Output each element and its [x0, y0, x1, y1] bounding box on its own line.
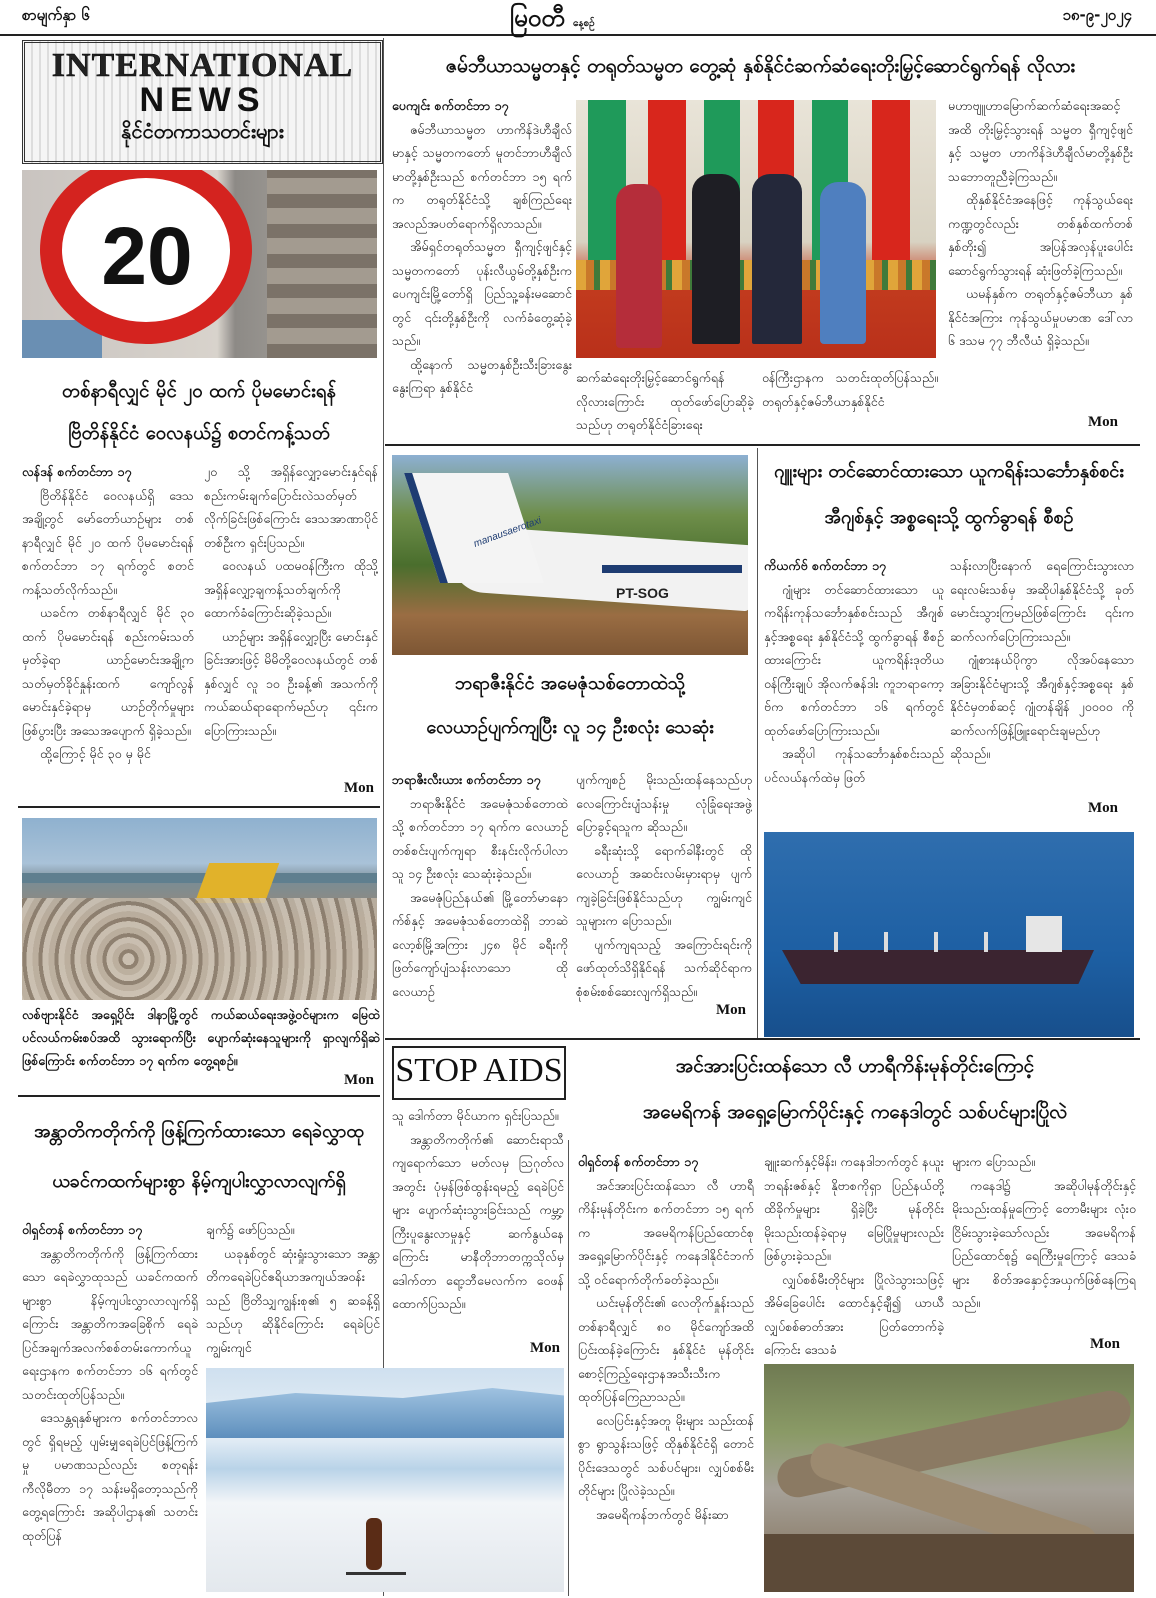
article3-para: ပျက်ကျရသည့် အကြောင်းရင်းကို ဖော်ထုတ်သိရှိနိုင်ရန် သက်ဆိုင်ရာက စုံစမ်းစစ်ဆေးလျက်ရှိသည်။ [576, 936, 752, 999]
plane-tail-logo: manausaerotaxi [472, 515, 543, 550]
page-date: ၁၈-၉-၂၀၂၄ [1062, 6, 1132, 24]
article2-para: ထို့ကြောင့် မိုင် ၃၀ မှ မိုင် [40, 746, 151, 761]
article5-col2 [206, 1218, 380, 1368]
masthead-title: မြဝတီ [510, 3, 565, 32]
article1-under-photo-b [762, 366, 938, 438]
article1-para: ထိုနှစ်နိုင်ငံအနေဖြင့် ကုန်သွယ်ရေးကဏ္ဍတွင်လည်း တစ်နှစ်ထက်တစ်နှစ်တိုး၍ အပြန်အလှန်ပူးပေါင်းဆောင်ရွက်သွားရန် ဆုံးဖြတ်ခဲ့ကြသည်။ [948, 192, 1133, 278]
article3-headline-1: ဘရာဇီးနိုင်ငံ အမေဇုံသစ်တောထဲသို့ [454, 673, 686, 694]
page-number: စာမျက်နှာ ၆ [22, 6, 90, 24]
ship-crane [834, 932, 838, 952]
article2-col1 [22, 460, 194, 782]
article5-para: အန္တာတိကတိုက်၏ ဆောင်းရာသီကျရောက်သော မတ်လမှ ဩဂုတ်လအတွင်း ပုံမှန်ဖြစ်ထွန်းရမည့် ရေခဲပြင်များ ပျောက်ဆုံးသွားခြင်းသည် ကမ္ဘာ့ကြီးပူနွေးလာမှုနှင့် ဆက်နွယ်နေကြောင်း မာနီတိုဘာတက္ကသိုလ်မှ ဒေါက်တာ ရော့ဘီမေလက်က ဝေဖန်ထောက်ပြသည်။ [392, 1131, 564, 1311]
article2-para: ဝေလနယ် ပထမဝန်ကြီးက ထိုသို့ အရှိန်လျှော့ချကန့်သတ်ချက်ကို ထောက်ခံကြောင်းဆိုခဲ့သည်။ [204, 558, 378, 620]
article2-para: ယခင်က တစ်နာရီလျှင် မိုင် ၃၀ ထက် ပိုမမောင်းရန် စည်းကမ်းသတ်မှတ်ခဲ့ရာ ယာဉ်မောင်းအချို့က သတ်မှတ်ခိုင်နှုန်းထက် ကျော်လွန်မောင်းနှင်ခဲ့ရာမှ ယာဉ်တိုက်မှုများ ဖြစ်ပွားပြီး အသေအပျောက် ရှိခဲ့သည်။ [22, 605, 194, 738]
article4-para: ဂျုံများ တင်ဆောင်ထားသော ယူကရိန်းကုန်သင်္ဘောနှစ်စင်းသည် အီဂျစ်နှင့်အစ္စရေး နှစ်နိုင်ငံသို့ ထွက်ခွာရန် စီစဉ်ထားကြောင်း ယူကရိန်းဒုတိယဝန်ကြီးချုပ် အိုလက်ဇန်ဒါး ကူဘရာကော့ဗ်က စက်တင်ဘာ ၁၆ ရက်တွင် ထုတ်ဖော်ပြောကြားသည်။ [764, 581, 944, 738]
divider [385, 1038, 1140, 1040]
zambia-china-meeting-photo [576, 100, 936, 358]
speed-sign-photo [22, 170, 377, 358]
divider [385, 444, 1140, 446]
sea-line [22, 873, 377, 883]
article6-col2 [764, 1150, 944, 1356]
article6-para: အမေရိကန်ဘက်တွင် မိန်းဆာ [596, 1506, 729, 1522]
article3-headline-2: လေယာဉ်ပျက်ကျပြီး လူ ၁၄ ဦးစလုံး သေဆုံး [426, 717, 714, 738]
divider [18, 1095, 380, 1097]
speed-sign-number: 20 [101, 211, 193, 302]
article4-headline-2: အီဂျစ်နှင့် အစ္စရေးသို့ ထွက်ခွာရန် စီစဉ် [824, 507, 1074, 528]
article6-col1 [578, 1150, 754, 1596]
article1-para: ဆက်ဆံရေးတိုးမြှင့်ဆောင်ရွက်ရန် လိုလားကြောင်း ထုတ်ဖော်ပြောဆိုခဲ့သည်ဟု တရုတ်နိုင်ငံခြားရေး [576, 370, 754, 432]
article1-under-photo-a [576, 366, 754, 438]
article6-byline: Mon [1090, 1336, 1120, 1352]
ship-hull [782, 950, 1094, 984]
article5-headline-1: အန္တာတိကတိုက်ကို ဖြန့်ကြက်ထားသော ရေခဲလွှာထု [34, 1121, 364, 1142]
article5-col1 [22, 1218, 198, 1594]
article5-para: ဒေသန္တရနှစ်များက စက်တင်ဘာလတွင် ရှိရမည့် ပျမ်းမျှရေခဲပြင်ဖြန့်ကြက်မှု ပမာဏသည်လည်း စတုရန်းကီလိုမီတာ ၁၇ သန်းမရှိတော့သည်ကို တွေ့ရကြောင်း အဆိုပါဌာန၏ သတင်းထုတ်ပြန် [22, 1410, 198, 1543]
ground [764, 1534, 1134, 1592]
article2-para: ယာဉ်များ အရှိန်လျှော့ပြီး မောင်းနှင်ခြင်းအားဖြင့် မိမိတို့ဝေလနယ်တွင် တစ်နှစ်လျှင် လူ ၁၀ ဦးခန့်၏ အသက်ကို ကယ်ဆယ်ရာရောက်မည်ဟု ၎င်းက ပြောကြားသည်။ [204, 628, 378, 738]
article2-para: ၂၀ သို့ အရှိန်လျှော့မောင်းနှင်ရန် စည်းကမ်းချက်ပြောင်းလဲသတ်မှတ်လိုက်ခြင်းဖြစ်ကြောင်း ဒေသအာဏာပိုင်တစ်ဦးက ရှင်းပြသည်။ [204, 464, 378, 550]
ship-crane [984, 932, 988, 952]
article3-col2 [576, 768, 752, 1024]
article1-byline: Mon [1088, 414, 1118, 430]
banner-line-news: NEWS [139, 81, 266, 119]
page-header [0, 0, 1156, 36]
article3-para: ခရီးဆုံးသို့ ရောက်ခါနီးတွင် ထိုလေယာဉ် အဆင်းလမ်းမှားရာမှ ပျက်ကျခဲ့ခြင်းဖြစ်နိုင်သည်ဟု ကျွမ်းကျင်သူများက ပြောသည်။ [576, 842, 752, 928]
article5-dateline: ဝါရှင်တန် စက်တင်ဘာ ၁၇ [22, 1222, 143, 1237]
skis [346, 1572, 406, 1575]
excavator [195, 863, 280, 903]
building-facade [267, 170, 377, 358]
article6-para: များက ပြောသည်။ [952, 1154, 1035, 1169]
article2-dateline: လန်ဒန် စက်တင်ဘာ ၁၇ [22, 464, 132, 479]
debris [22, 898, 377, 1000]
article6-para: လေပြင်းနှင့်အတူ မိုးများ သည်းထန်စွာ ရွာသွန်းသဖြင့် ထိုနှစ်နိုင်ငံရှိ တောင်ပိုင်းဒေသတွင် သစ်ပင်များ၊ လျှပ်စစ်မီးတိုင်များ ပြိုလဲခဲ့သည်။ [578, 1412, 754, 1498]
article2-para: ဗြိတိန်နိုင်ငံ ဝေလနယ်ရှိ ဒေသအချို့တွင် မော်တော်ယာဉ်များ တစ်နာရီလျှင် မိုင် ၂၀ ထက် ပိုမမောင်းရန် စက်တင်ဘာ ၁၇ ရက်တွင် စတင်ကန့်သတ်လိုက်သည်။ [22, 487, 194, 597]
article2-byline: Mon [344, 780, 374, 796]
ice-shelf [206, 1388, 564, 1438]
article6-para: ချူးဆက်နှင့်မိန်း၊ ကနေဒါဘက်တွင် နယူးဘရန်းဇစ်နှင့် နိုဗာစကိုရှာ ပြည်နယ်တို့ ထိခိုက်မှုများ ရှိခဲ့ပြီး မုန်တိုင်းမိုးသည်းထန်ခဲ့ရာမှ မြေပြိုမှုများလည်း ဖြစ်ပွားခဲ့သည်။ [764, 1154, 944, 1263]
ship-crane [884, 932, 888, 952]
person-1 [616, 184, 662, 348]
article5-para: အန္တာတိကတိုက်ကို ဖြန့်ကြက်ထားသော ရေခဲလွှာထုသည် ယခင်ကထက် များစွာ နိမ့်ကျပါးလွှာလာလျက်ရှိကြောင်း အန္တာတိကအခြေစိုက် ရေခဲပြင်အချက်အလက်စစ်တမ်းကောက်ယူရေးဌာနက စက်တင်ဘာ ၁၆ ရက်တွင် သတင်းထုတ်ပြန်သည်။ [22, 1245, 198, 1402]
article4-col2 [950, 554, 1134, 820]
article2-headline-1: တစ်နာရီလျှင် မိုင် ၂၀ ထက် ပိုမမောင်းရန် [61, 381, 337, 402]
person-on-ice [366, 1518, 382, 1570]
banner-line-international: INTERNATIONAL [51, 47, 354, 84]
article2-headline-2: ဗြိတိန်နိုင်ငံ ဝေလနယ်၌ စတင်ကန့်သတ် [67, 423, 331, 444]
person-2 [692, 174, 740, 344]
column-rule [568, 1140, 569, 1596]
international-news-banner [22, 40, 383, 164]
article6-headline-1: အင်အားပြင်းထန်သော လီ ဟာရီကိန်းမုန်တိုင်းကြောင့် [675, 1055, 1035, 1077]
plane-stripe [602, 565, 742, 573]
article6-dateline: ဝါရှင်တန် စက်တင်ဘာ ၁၇ [578, 1154, 699, 1169]
person-3 [752, 174, 802, 344]
article3-byline: Mon [716, 1002, 746, 1018]
article5-col3 [392, 1104, 564, 1366]
column-rule [383, 38, 384, 1596]
article3-col1 [392, 768, 568, 1024]
ship-crane [934, 932, 938, 952]
article5-para: ချက်၌ ဖော်ပြသည်။ [206, 1222, 295, 1237]
plane-crash-photo [392, 455, 748, 655]
article4-byline: Mon [1088, 800, 1118, 816]
article3-dateline: ဘရာဇီးလီးယား စက်တင်ဘာ ၁၇ [392, 772, 541, 787]
article1-para: ဇမ်ဘီယာသမ္မတ ဟာကိန်ဒဲဟီချီလ်မာနှင့် သမ္မတကတော် မူတင်ဘာဟီချီလ်မာတို့နှစ်ဦးသည် စက်တင်ဘာ ၁၅ ရက်က တရုတ်နိုင်ငံသို့ ချစ်ကြည်ရေးအလည်အပတ်ရောက်ရှိလာသည်။ [392, 121, 572, 231]
article5-para: သူ ဒေါက်တာ မိုင်ယာက ရှင်းပြသည်။ [392, 1108, 559, 1123]
ship-bridge [1026, 916, 1062, 952]
stop-aids-box: STOP AIDS [392, 1046, 566, 1100]
libya-caption: လစ်ဗျားနိုင်ငံ အရှေ့ပိုင်း ဒါနာမြို့တွင် ကယ်ဆယ်ရေးအဖွဲ့ဝင်များက မြေထဲပင်လယ်ကမ်းစပ်အထိ သွားရောက်ပြီး ပျောက်ဆုံးနေသူများကို ရှာလျက်ရှိဆဲဖြစ်ကြောင်း စက်တင်ဘာ ၁၇ ရက်က တွေ့ရစဉ်။ [22, 1007, 380, 1068]
article1-para: ဝန်ကြီးဌာနက သတင်းထုတ်ပြန်သည်။ တရုတ်နှင့်ဇမ်ဘီယာနှစ်နိုင်ငံ [762, 370, 938, 409]
article6-headline-2: အမေရိကန် အရှေ့မြောက်ပိုင်းနှင့် ကနေဒါတွင် သစ်ပင်များပြိုလဲ [642, 1101, 1068, 1123]
article1-para: အိမ်ရှင်တရုတ်သမ္မတ ရှီကျင့်ဖျင်နှင့် သမ္မတကတော် ပုန်းလီယွမ်တို့နှစ်ဦးက ပေကျင်းမြို့တော်ရှိ ပြည်သူ့ခန်းမဆောင်တွင် ၎င်းတို့နှစ်ဦးကို လက်ခံတွေ့ဆုံခဲ့သည်။ [392, 239, 572, 348]
cargo-ship-photo [764, 832, 1134, 1037]
article1-col1 [392, 94, 572, 434]
article6-col3 [952, 1150, 1136, 1356]
article5-byline: Mon [530, 1340, 560, 1356]
article6-para: ယင်းမုန်တိုင်း၏ လေတိုက်နှုန်းသည် တစ်နာရီလျှင် ၈၀ မိုင်ကျော်အထိ ပြင်းထန်ခဲ့ကြောင်း နှစ်နိုင်ငံ မုန်တိုင်းစောင့်ကြည့်ရေးဌာနအသီးသီးက ထုတ်ပြန်ကြေညာသည်။ [578, 1295, 754, 1404]
article1-para: ယမန်နှစ်က တရုတ်နှင့်ဇမ်ဘီယာ နှစ်နိုင်ငံအကြား ကုန်သွယ်မှုပမာဏ ဒေါ်လာ ၆ ဒသမ ၇၇ ဘီလီယံ ရှိခဲ့သည်။ [948, 286, 1133, 348]
article4-headline-1: ဂျူးများ တင်ဆောင်ထားသော ယူကရိန်းသင်္ဘောနှစ်စင်း [774, 461, 1124, 482]
flag-china [872, 100, 910, 275]
article3-para: ဘရာဇီးနိုင်ငံ အမေဇုံသစ်တောထဲသို့ စက်တင်ဘာ ၁၇ ရက်က လေယာဉ်တစ်စင်းပျက်ကျရာ စီးနင်းလိုက်ပါလာသူ ၁၄ ဦးစလုံး သေဆုံးခဲ့သည်။ [392, 795, 568, 881]
article1-headline: ဇမ်ဘီယာသမ္မတနှင့် တရုတ်သမ္မတ တွေ့ဆုံ နှစ်နိုင်ငံဆက်ဆံရေးတိုးမြှင့်ဆောင်ရွက်ရန် လိုလား [445, 55, 1076, 77]
article4-para: အဆိုပါ ကုန်သင်္ဘောနှစ်စင်းသည် ပင်လယ်နက်ထဲမှ ဖြတ် [764, 746, 944, 785]
article3-para: ပျက်ကျစဉ် မိုးသည်းထန်နေသည်ဟု လေကြောင်းပျံသန်းမှု လုံခြုံရေးအဖွဲ့ ပြောခွင့်ရသူက ဆိုသည်။ [576, 772, 752, 834]
article4-para: ဂျုံစားနယ်ပိုကွာ လိုအပ်နေသော အခြားနိုင်ငံများသို့ အီဂျစ်နှင့်အစ္စရေး နှစ်နိုင်ငံမှတစ်ဆင့် ဂျုံတန်ချိန် ၂၀၀၀၀ ကို ဆက်လက်ဖြန့်ဖြူးရောင်းချမည်ဟု ဆိုသည်။ [950, 652, 1134, 761]
article2-col2 [204, 460, 378, 782]
libya-byline: Mon [344, 1072, 374, 1088]
plane-registration: PT-SOG [616, 585, 669, 601]
masthead [510, 2, 595, 38]
article6-para: အင်အားပြင်းထန်သော လီ ဟာရီကိန်းမုန်တိုင်းက စက်တင်ဘာ ၁၅ ရက်က အမေရိကန်ပြည်ထောင်စု အရှေ့မြောက်ပိုင်းနှင့် ကနေဒါနိုင်ငံဘက်သို့ ဝင်ရောက်တိုက်ခတ်ခဲ့သည်။ [578, 1177, 754, 1287]
masthead-sub: နေ့စဉ် [572, 18, 595, 29]
article5-headline-2: ယခင်ကထက်များစွာ နိမ့်ကျပါးလွှာလာလျက်ရှိ [52, 1171, 346, 1192]
antarctic-ice-photo [206, 1368, 564, 1592]
article4-col1 [764, 554, 944, 820]
column-rule [757, 448, 758, 1038]
article4-para: သန်းလာပြီးနောက် ရေကြောင်းသွားလာရေးလမ်းသစ်မှ အဆိုပါနှစ်နိုင်ငံသို့ ခုတ်မောင်းသွားကြမည်ဖြစ်ကြောင်း ၎င်းက ဆက်လက်ပြောကြားသည်။ [950, 558, 1134, 644]
article6-para: လျှပ်စစ်မီးတိုင်များ ပြိုလဲသွားသဖြင့် အိမ်ခြေပေါင်း ထောင်နှင့်ချီ၍ ယာယီလျှပ်စစ်ဓာတ်အား ပြတ်တောက်ခဲ့ကြောင်း ဒေသခံ [764, 1271, 944, 1356]
article6-para: ကနေဒါ၌ အဆိုပါမုန်တိုင်းနှင့်မိုးသည်းထန်မှုကြောင့် တောမီးများ လုံးဝငြိမ်းသွားခဲ့သော်လည်း အမေရိကန်ပြည်ထောင်စု၌ ရေကြီးမှုကြောင့် ဒေသခံများ စိတ်အနှောင့်အယှက်ဖြစ်နေကြရသည်။ [952, 1177, 1136, 1310]
banner-line-myanmar: နိုင်ငံတကာသတင်းများ [121, 119, 284, 143]
article4-dateline: ကိယက်ဗ် စက်တင်ဘာ ၁၇ [764, 558, 887, 573]
article1-para: မဟာဗျူဟာမြောက်ဆက်ဆံရေးအဆင့်အထိ တိုးမြှင့်သွားရန် သမ္မတ ရှီကျင့်ဖျင်နှင့် သမ္မတ ဟာကိန်ဒဲဟီချီလ်မာတို့နှစ်ဦး သဘောတူညီခဲ့ကြသည်။ [948, 98, 1133, 184]
person-4 [820, 182, 866, 344]
fallen-tree-photo [764, 1364, 1134, 1592]
article1-para: ထို့နောက် သမ္မတနှစ်ဦးသီးခြားနွေးနွေးကြရာ နှစ်နိုင်ငံ [392, 356, 572, 395]
divider [18, 806, 380, 808]
article3-para: အမေဇုံပြည်နယ်၏ မြို့တော်မာနောက်စ်နှင့် အမေဇုံသစ်တောထဲရှိ ဘာဆဲလော့စ်မြို့အကြား ၂၄၈ မိုင် ခရီးကို ဖြတ်ကျော်ပျံသန်းလာသော ထိုလေယာဉ် [392, 889, 568, 999]
libya-rescue-photo [22, 818, 377, 1000]
article5-para: ယခုနှစ်တွင် ဆုံးရှုံးသွားသော အန္တာတိကရေခဲပြင်ဧရိယာအကျယ်အဝန်းသည် ဗြိတိသျှကျွန်းစု၏ ၅ ဆခန့်ရှိသည်ဟု ဆိုနိုင်ကြောင်း ရေခဲပြင်ကျွမ်းကျင် [206, 1245, 380, 1355]
article1-col3 [948, 94, 1133, 438]
article1-dateline: ပေကျင်း စက်တင်ဘာ ၁၇ [392, 98, 509, 113]
